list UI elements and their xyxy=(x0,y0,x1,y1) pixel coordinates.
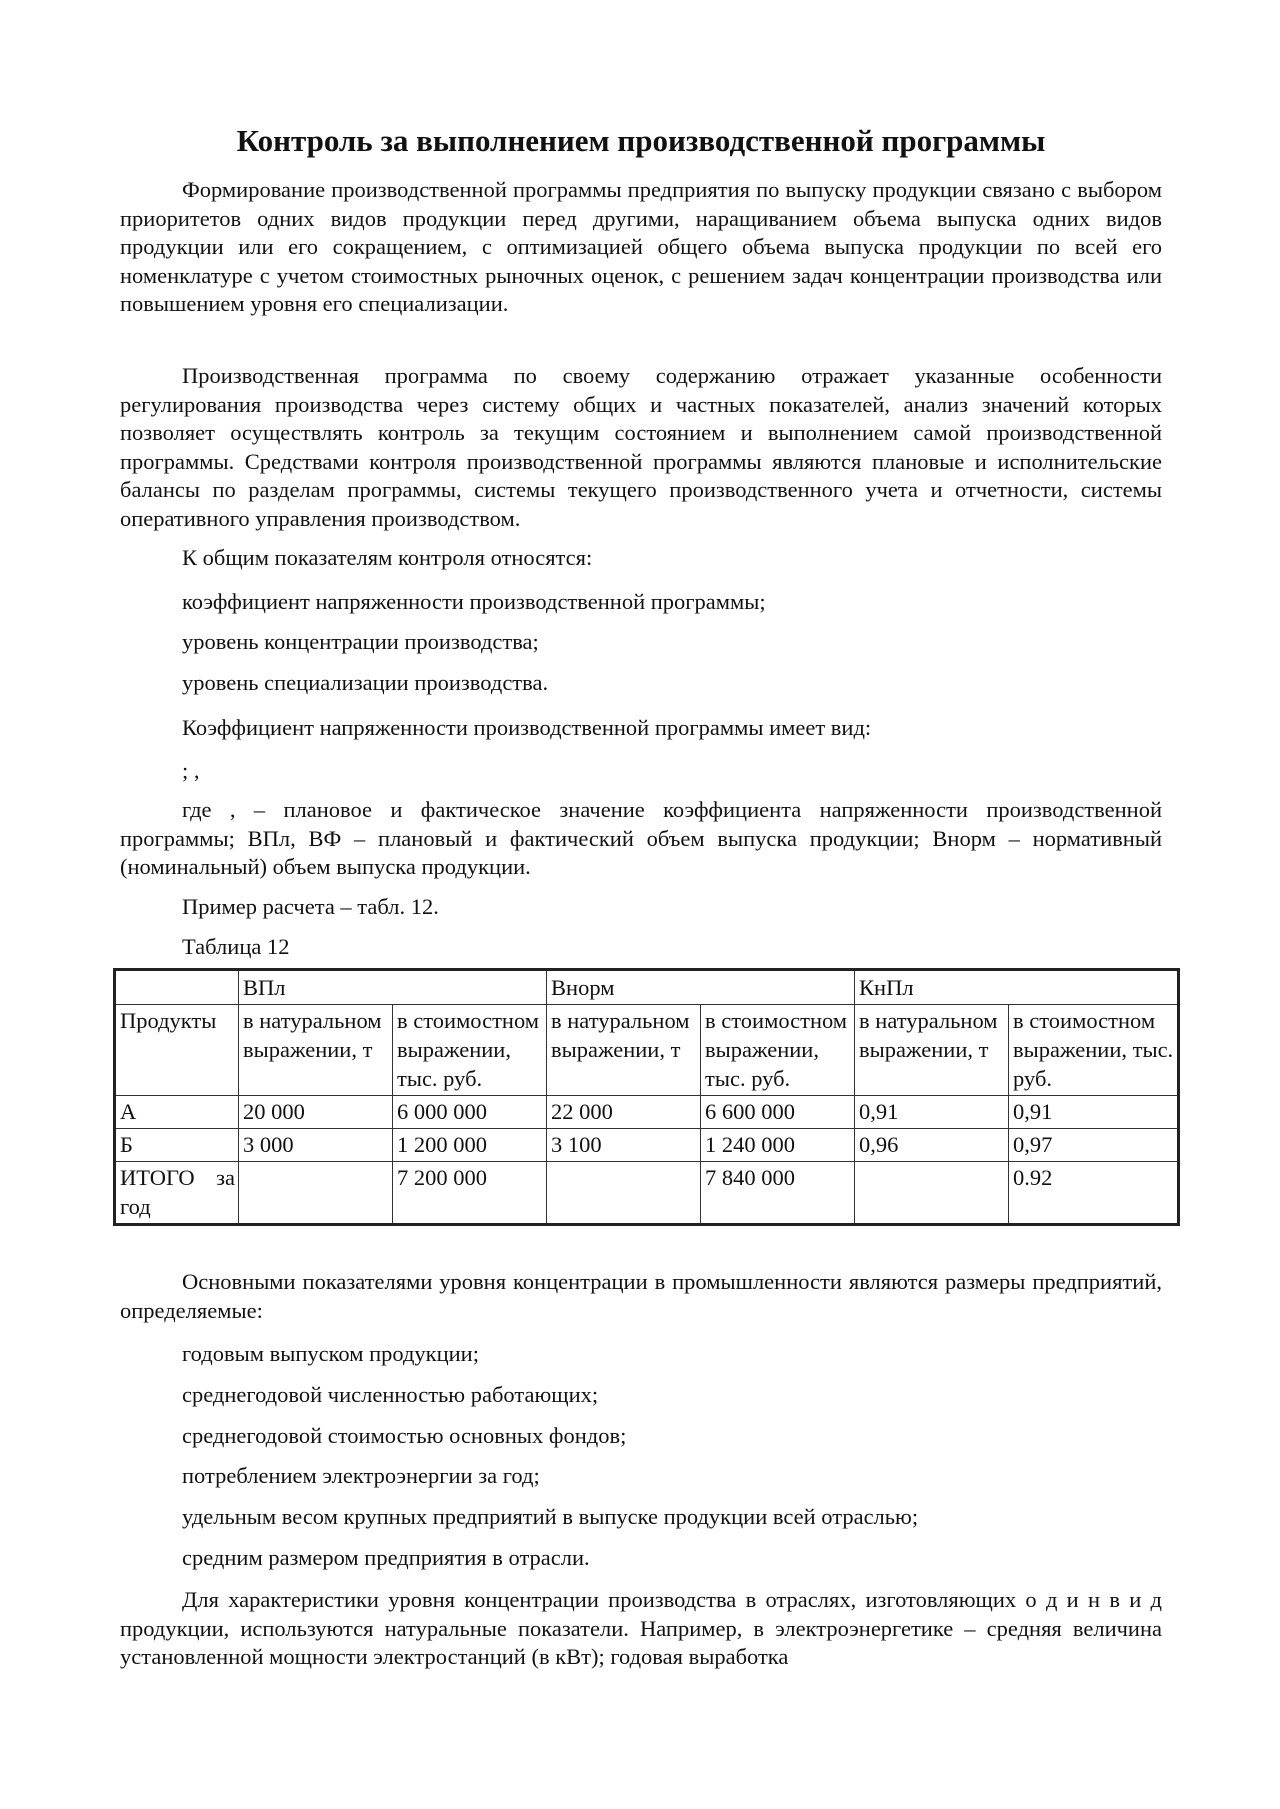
table-cell: 6 000 000 xyxy=(393,1096,547,1129)
table-cell: 0,96 xyxy=(855,1129,1009,1162)
table-cell-product: А xyxy=(115,1096,239,1129)
table-cell-product: Б xyxy=(115,1129,239,1162)
table-subheader-row xyxy=(115,1005,1179,1096)
list-item: среднегодовой стоимостью основных фондов; xyxy=(182,1423,627,1448)
list-item: уровень специализации производства. xyxy=(182,670,549,695)
table-subheader-cost: в стоимостном выражении, тыс. руб. xyxy=(1009,1005,1179,1096)
paragraph-example: Пример расчета – табл. 12. xyxy=(182,894,439,919)
table-row xyxy=(115,1096,1179,1129)
table-subheader-cost: в стоимостном выражении, тыс. руб. xyxy=(701,1005,855,1096)
paragraph-concentration: Основными показателями уровня концентрации в промышленности являются размеры предприятий, определяемые: xyxy=(120,1269,1162,1323)
table-row-total xyxy=(115,1162,1179,1225)
list-item: средним размером предприятия в отрасли. xyxy=(182,1545,590,1570)
table-cell xyxy=(855,1162,1009,1225)
paragraph-coefficient: Коэффициент напряженности производственной программы имеет вид: xyxy=(182,715,872,740)
table-subheader-natural: в натуральном выражении, т xyxy=(855,1005,1009,1096)
table-cell: 0,97 xyxy=(1009,1129,1179,1162)
table-cell-empty xyxy=(115,970,239,1005)
data-table xyxy=(113,968,1180,1226)
table-cell: 7 840 000 xyxy=(701,1162,855,1225)
table-cell: 6 600 000 xyxy=(701,1096,855,1129)
table-cell: 7 200 000 xyxy=(393,1162,547,1225)
paragraph-characteristics: Для характеристики уровня концентрации производства в отраслях, изготовляющих о д и н в и д продукции, используются натуральные показатели. Например, в электроэнергетике – средняя величина установленной мощности электростанций (в кВт); годовая выработка xyxy=(120,1587,1162,1670)
table-subheader-natural: в натуральном выражении, т xyxy=(547,1005,701,1096)
table-cell: 1 240 000 xyxy=(701,1129,855,1162)
paragraph-where: где , – плановое и фактическое значение коэффициента напряженности производственной программы; ВПл, ВФ – плановый и фактический объем выпуска продукции; Внорм – нормативный (номинальный) объем выпуска продукции. xyxy=(120,797,1162,880)
table-cell: 0,91 xyxy=(1009,1096,1179,1129)
table-group-knpl: КнПл xyxy=(855,970,1179,1005)
page-title: Контроль за выполнением производственной программы xyxy=(236,123,1046,158)
table-row-header: Продукты xyxy=(115,1005,239,1096)
table-cell: 1 200 000 xyxy=(393,1129,547,1162)
table-header-row xyxy=(115,970,1179,1005)
list-item: годовым выпуском продукции; xyxy=(182,1341,479,1366)
table-cell: 3 100 xyxy=(547,1129,701,1162)
table-cell: 22 000 xyxy=(547,1096,701,1129)
table-cell xyxy=(547,1162,701,1225)
formula-placeholder: ; , xyxy=(182,758,200,783)
list-item: удельным весом крупных предприятий в выпуске продукции всей отраслью; xyxy=(182,1504,919,1529)
table-cell: 0,91 xyxy=(855,1096,1009,1129)
list-item: уровень концентрации производства; xyxy=(182,629,539,654)
table-cell: 0.92 xyxy=(1009,1162,1179,1225)
list-item: среднегодовой численностью работающих; xyxy=(182,1382,599,1407)
table-cell: 3 000 xyxy=(239,1129,393,1162)
table-caption: Таблица 12 xyxy=(182,934,290,959)
paragraph-formation: Формирование производственной программы предприятия по выпуску продукции связано с выбором приоритетов одних видов продукции перед другими, наращиванием объема выпуска одних видов продукции или его сокращением, с оптимизацией общего объема выпуска продукции по всей его номенклатуре с учетом стоимостных рыночных оценок, с решением задач концентрации производства или повышением уровня его специализации. xyxy=(120,177,1162,317)
table-cell: 20 000 xyxy=(239,1096,393,1129)
list-item: коэффициент напряженности производственной программы; xyxy=(182,589,766,614)
table-cell-product: ИТОГО за год xyxy=(115,1162,239,1225)
table-group-vnorm: Внорм xyxy=(547,970,855,1005)
table-group-vpl: ВПл xyxy=(239,970,547,1005)
list-item: потреблением электроэнергии за год; xyxy=(182,1463,540,1488)
table-row xyxy=(115,1129,1179,1162)
paragraph-program-content: Производственная программа по своему содержанию отражает указанные особенности регулирования производства через систему общих и частных показателей, анализ значений которых позволяет осуществлять контроль за текущим состоянием и выполнением самой производственной программы. Средствами контроля производственной программы являются плановые и исполнительские балансы по разделам программы, системы текущего производственного учета и отчетности, системы оперативного управления производством. xyxy=(120,363,1162,531)
table-subheader-natural: в натуральном выражении, т xyxy=(239,1005,393,1096)
paragraph-general-indicators: К общим показателям контроля относятся: xyxy=(182,545,593,570)
table-cell xyxy=(239,1162,393,1225)
table-subheader-cost: в стоимостном выражении, тыс. руб. xyxy=(393,1005,547,1096)
